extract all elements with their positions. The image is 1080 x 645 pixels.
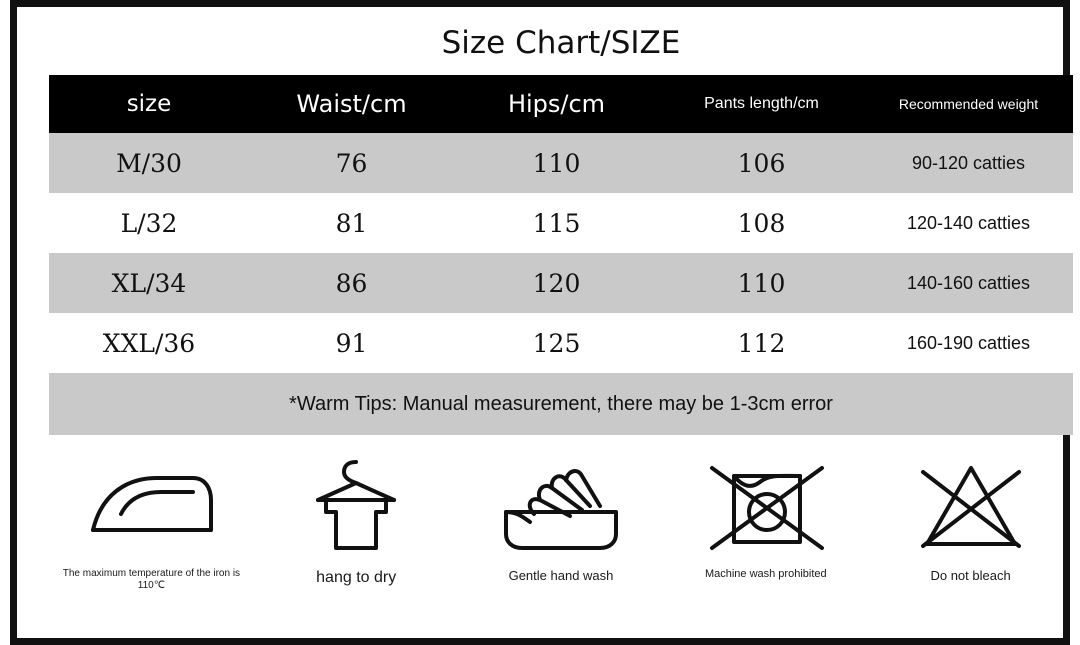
cell-recommended-weight: 120-140 catties	[864, 193, 1073, 253]
care-item-no-machine-wash	[663, 453, 868, 592]
care-instructions	[49, 435, 1073, 592]
page-title: Size Chart/SIZE	[441, 25, 681, 61]
care-label-no-machine-wash: Machine wash prohibited	[704, 568, 827, 580]
cell-hips: 125	[454, 313, 659, 373]
table-row	[49, 253, 1073, 313]
cell-hips: 110	[454, 133, 659, 193]
care-item-iron	[49, 453, 254, 592]
cell-size: XL/34	[49, 253, 249, 313]
cell-pants-length: 108	[659, 193, 864, 253]
care-item-hang-dry	[254, 453, 459, 592]
column-header-pants-length: Pants length/cm	[659, 75, 864, 133]
cell-waist: 81	[249, 193, 454, 253]
cell-size: L/32	[49, 193, 249, 253]
care-item-no-bleach	[868, 453, 1073, 592]
warm-tips-text: *Warm Tips: Manual measurement, there may be 1-3cm error	[49, 373, 1073, 435]
table-row	[49, 313, 1073, 373]
table-header-row	[49, 75, 1073, 133]
cell-waist: 86	[249, 253, 454, 313]
content-area	[49, 7, 1073, 592]
column-header-hips: Hips/cm	[454, 75, 659, 133]
cell-recommended-weight: 140-160 catties	[864, 253, 1073, 313]
care-label-hand-wash: Gentle hand wash	[508, 568, 614, 583]
column-header-size: size	[49, 75, 249, 133]
cell-recommended-weight: 90-120 catties	[864, 133, 1073, 193]
care-label-no-bleach: Do not bleach	[930, 568, 1011, 583]
no-machine-wash-icon	[696, 453, 836, 558]
cell-waist: 91	[249, 313, 454, 373]
cell-size: M/30	[49, 133, 249, 193]
cell-hips: 120	[454, 253, 659, 313]
column-header-waist: Waist/cm	[249, 75, 454, 133]
outer-frame	[10, 0, 1070, 645]
care-label-hang-dry: hang to dry	[316, 569, 397, 586]
cell-pants-length: 106	[659, 133, 864, 193]
cell-pants-length: 112	[659, 313, 864, 373]
no-bleach-icon	[911, 453, 1031, 558]
iron-icon	[81, 453, 221, 558]
column-header-recommended-weight: Recommended weight	[864, 75, 1073, 133]
table-row	[49, 193, 1073, 253]
cell-waist: 76	[249, 133, 454, 193]
cell-hips: 115	[454, 193, 659, 253]
hanger-shirt-icon	[296, 453, 416, 558]
care-label-iron: The maximum temperature of the iron is 110℃	[62, 568, 241, 591]
cell-recommended-weight: 160-190 catties	[864, 313, 1073, 373]
cell-pants-length: 110	[659, 253, 864, 313]
hand-wash-icon	[496, 453, 626, 558]
cell-size: XXL/36	[49, 313, 249, 373]
warm-tips-row	[49, 373, 1073, 435]
table-row	[49, 133, 1073, 193]
size-table	[49, 75, 1073, 435]
care-item-hand-wash	[459, 453, 664, 592]
